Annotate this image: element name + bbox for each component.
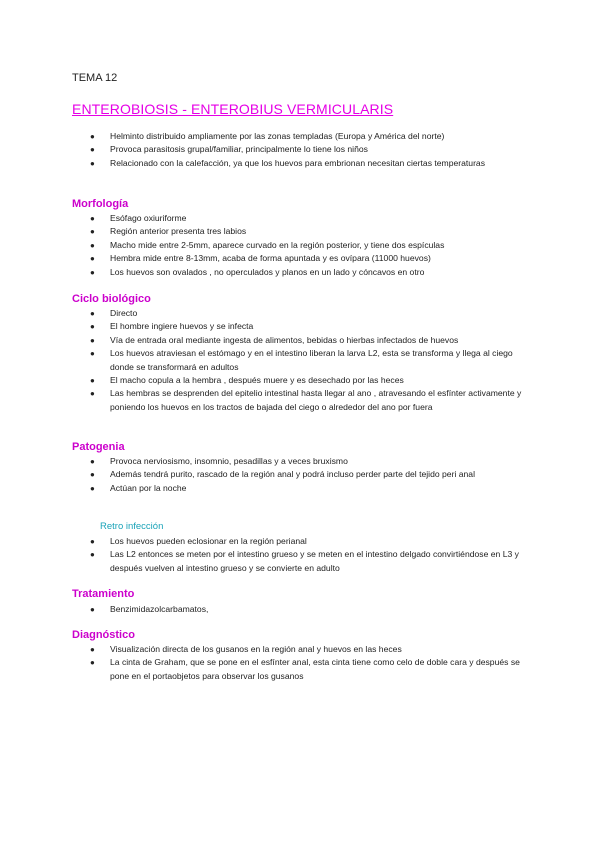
bullet-icon: ● [90,158,95,168]
bullet-icon: ● [90,309,95,318]
diagnostico-heading: Diagnóstico [72,629,135,641]
tratamiento-list [0,603,600,616]
bullet-icon: ● [90,240,95,250]
list-item: ● Región anterior presenta tres labios [0,225,600,238]
intro-list [0,130,600,170]
morfologia-heading: Morfología [72,198,129,210]
list-item: ● Directo [0,307,600,320]
bullet-icon: ● [90,227,95,237]
diagnostico-list [0,643,600,683]
list-item: ● Las L2 entonces se meten por el intestino grueso y se meten en el intestino delgado convirtiéndose en L3 y después vuelven al intestino grueso y se convierte en adulto [90,549,519,573]
patogenia-list [0,455,600,495]
list-item: ● Además tendrá purito, rascado de la región anal y podrá incluso perder parte del tejido peri anal [0,468,600,481]
topic-number: TEMA 12 [72,72,118,84]
morfologia-list [0,212,600,279]
list-item: ● Benzimidazolcarbamatos, [0,603,600,616]
bullet-icon: ● [90,335,95,345]
bullet-icon: ● [90,645,95,654]
list-item: ● Helminto distribuido ampliamente por las zonas templadas (Europa y América del norte) [0,130,600,143]
list-item: ● El macho copula a la hembra , después muere y es desechado por las heces [0,374,600,387]
bullet-icon: ● [90,254,95,264]
list-item: ● Hembra mide entre 8-13mm, acaba de forma apuntada y es ovípara (11000 huevos) [0,252,600,265]
bullet-icon: ● [90,132,95,141]
bullet-icon: ● [90,376,95,386]
ciclo-list [0,307,600,414]
document-title: ENTEROBIOSIS - ENTEROBIUS VERMICULARIS [72,101,394,117]
list-item: ● Relacionado con la calefacción, ya que los huevos para embrionan necesitan ciertas temperaturas [0,157,600,170]
list-item: ● Macho mide entre 2-5mm, aparece curvado en la región posterior, y tiene dos espículas [0,239,600,252]
list-item: ● Actúan por la noche [0,482,600,495]
bullet-icon: ● [90,145,95,155]
bullet-icon: ● [90,457,95,466]
bullet-icon: ● [90,349,95,359]
list-item: ● Vía de entrada oral mediante ingesta de alimentos, bebidas o hierbas infectados de huevos [0,334,600,347]
list-item: ● El hombre ingiere huevos y se infecta [0,320,600,333]
list-item: ● Los huevos pueden eclosionar en la región perianal [0,535,600,548]
bullet-icon: ● [90,550,95,560]
retro-infeccion-heading: Retro infección [100,521,164,532]
list-item: ● La cinta de Graham, que se pone en el esfínter anal, esta cinta tiene como celo de doble cara y después se pone en el portaobjetos para observar los gusanos [90,657,520,681]
list-item: ● Las hembras se desprenden del epitelio intestinal hasta llegar al ano , atravesando el esfínter activamente y poniendo los huevos en los tractos de bajada del ciego o alrededor del ano por fuera [90,388,522,412]
bullet-icon: ● [90,605,95,614]
list-item: ● Esófago oxiuriforme [0,212,600,225]
list-item: ● Provoca parasitosis grupal/familiar, principalmente lo tiene los niños [0,143,600,156]
bullet-icon: ● [90,389,95,399]
bullet-icon: ● [90,214,95,223]
list-item: ● Los huevos son ovalados , no operculados y planos en un lado y cóncavos en otro [0,266,600,279]
bullet-icon: ● [90,322,95,332]
list-item: ● Provoca nerviosismo, insomnio, pesadillas y a veces bruxismo [0,455,600,468]
bullet-icon: ● [90,537,95,546]
ciclo-heading: Ciclo biológico [72,293,151,305]
retro-infeccion-list [0,535,600,575]
list-item: ● Visualización directa de los gusanos en la región anal y huevos en las heces [0,643,600,656]
list-item: ● Los huevos atraviesan el estómago y en el intestino liberan la larva L2, esta se transforma y llega al ciego donde se transformará en adultos [90,348,513,372]
bullet-icon: ● [90,267,95,277]
bullet-icon: ● [90,470,95,480]
bullet-icon: ● [90,483,95,493]
bullet-icon: ● [90,658,95,668]
tratamiento-heading: Tratamiento [72,588,135,600]
patogenia-heading: Patogenia [72,441,125,453]
